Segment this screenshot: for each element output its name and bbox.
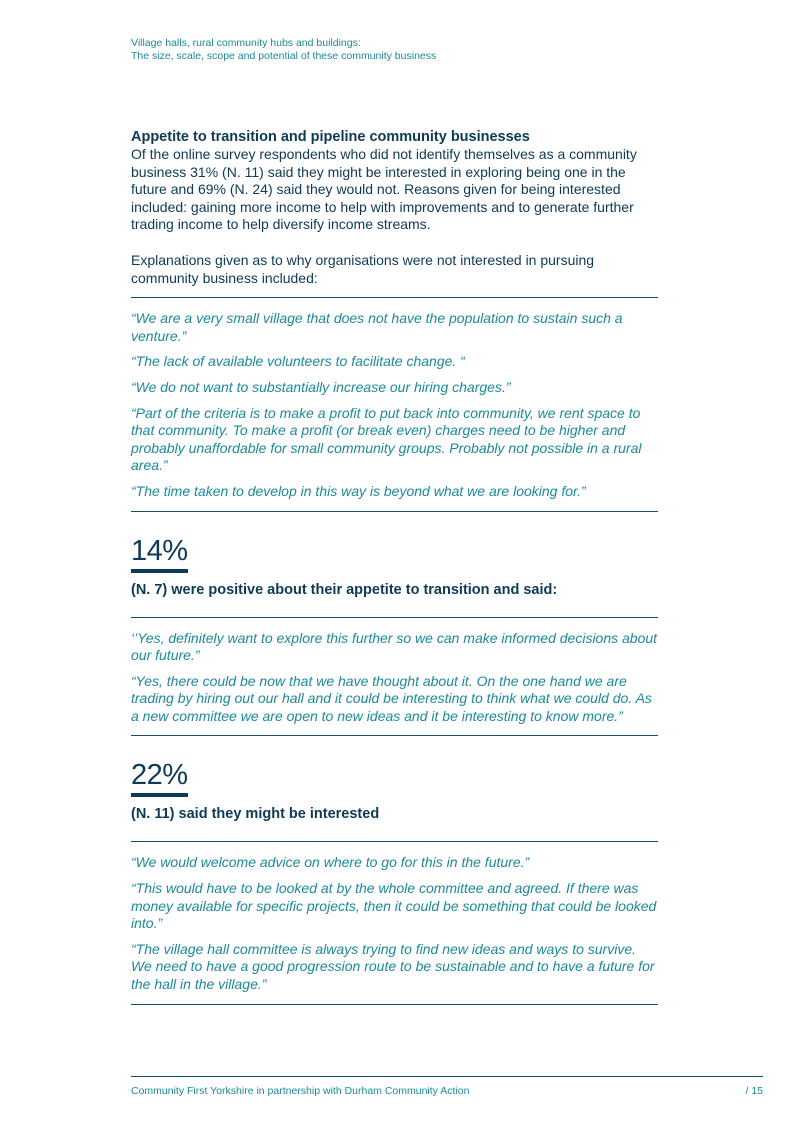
stat-caption-positive: (N. 7) were positive about their appetite to transition and said: bbox=[131, 581, 558, 598]
header-line-1: Village halls, rural community hubs and buildings: bbox=[131, 37, 361, 49]
running-header bbox=[131, 37, 436, 63]
main-content bbox=[131, 128, 658, 1005]
section-heading: Appetite to transition and pipeline community businesses bbox=[131, 129, 530, 145]
divider-rule bbox=[131, 1004, 658, 1005]
page-footer bbox=[131, 1076, 763, 1097]
divider-rule bbox=[131, 735, 658, 736]
stat-positive bbox=[131, 534, 658, 737]
paragraph-spacer bbox=[131, 234, 658, 252]
footer-credit: Community First Yorkshire in partnership with Durham Community Action bbox=[131, 1085, 470, 1097]
explanations-paragraph: Explanations given as to why organisations were not interested in pursuing community business included: bbox=[131, 251, 595, 286]
quote-item: “Part of the criteria is to make a profit to put back into community, we rent space to that community. To make a profit (or break even) charges need to be higher and probably unaffordable for small community groups. Probably not possible in a rural area.” bbox=[131, 404, 642, 474]
quotes-positive bbox=[131, 618, 658, 736]
quote-item: ‘’Yes, definitely want to explore this further so we can make informed decisions about our future.” bbox=[131, 629, 658, 664]
stat-maybe bbox=[131, 758, 658, 1004]
quotes-maybe bbox=[131, 842, 658, 1003]
quotes-not-interested bbox=[131, 298, 658, 510]
quote-item: “The time taken to develop in this way is beyond what we are looking for.” bbox=[131, 482, 586, 499]
page-number: / 15 bbox=[745, 1085, 763, 1097]
stat-number-positive: 14% bbox=[131, 534, 188, 573]
quote-item: “The village hall committee is always trying to find new ideas and ways to survive. We need to have a good progression route to be sustainable and to have a future for the hall in the village.” bbox=[131, 940, 655, 993]
quote-item: “We do not want to substantially increase our hiring charges.” bbox=[131, 378, 511, 395]
intro-paragraph: Of the online survey respondents who did not identify themselves as a community business 31% (N. 11) said they might be interested in exploring being one in the future and 69% (N. 24) said they would not. Reasons given for being interested included: gaining more income to help with improvements and to generate further trading income to help diversify income streams. bbox=[131, 146, 637, 233]
stat-number-maybe: 22% bbox=[131, 758, 188, 797]
quote-item: “The lack of available volunteers to facilitate change. “ bbox=[131, 353, 465, 370]
divider-rule bbox=[131, 511, 658, 512]
quote-item: “We are a very small village that does not have the population to sustain such a venture.” bbox=[131, 310, 623, 344]
quote-item: “Yes, there could be now that we have thought about it. On the one hand we are trading by hiring out our hall and it could be interesting to think what we could do. As a new committee we are open to new ideas and it be interesting to know more.” bbox=[131, 672, 652, 724]
header-line-2: The size, scale, scope and potential of these community business bbox=[131, 50, 437, 62]
stat-caption-maybe: (N. 11) said they might be interested bbox=[131, 806, 380, 823]
quote-item: “We would welcome advice on where to go for this in the future.” bbox=[131, 854, 530, 871]
quote-item: “This would have to be looked at by the whole committee and agreed. If there was money available for specific projects, then it could be something that could be looked into.” bbox=[131, 880, 657, 932]
